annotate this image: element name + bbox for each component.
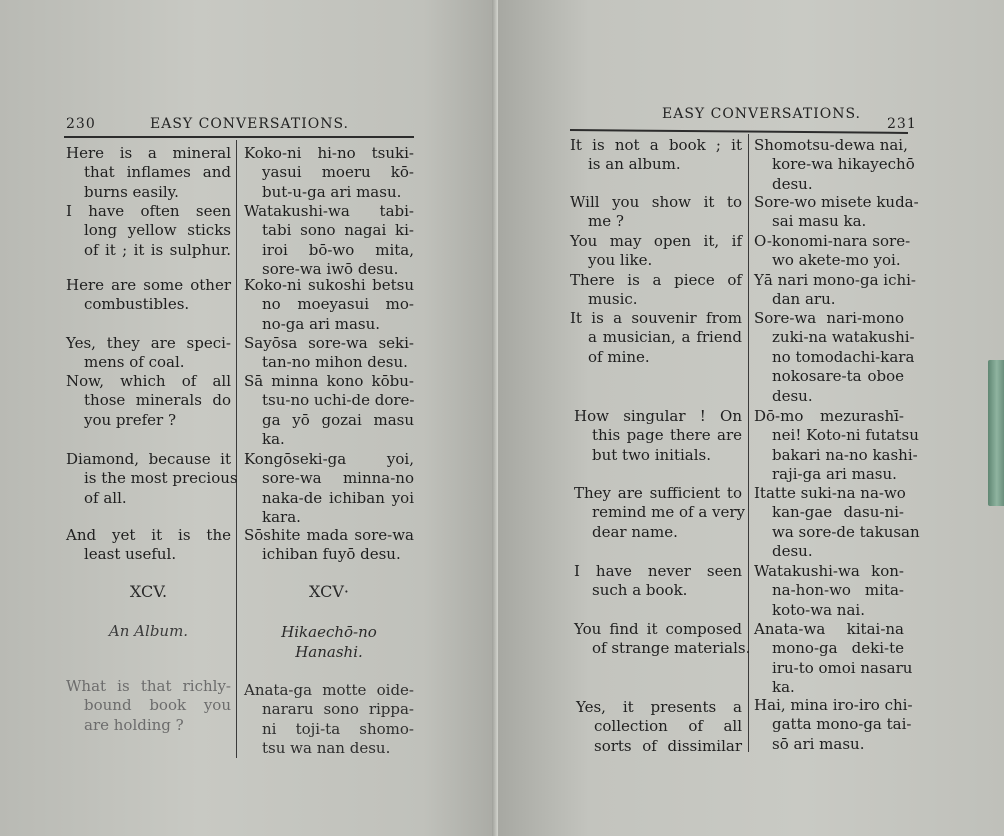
japanese-entry: Hai, mina iro-iro chi- gatta mono-ga tai- sō ari masu. [754,696,913,753]
english-entry: Now, which of all those minerals do you prefer ? [66,372,231,429]
column-divider [748,134,749,752]
japanese-entry: Koko-ni hi-no tsuki- yasui moeru kō- but-u-ga ari masu. [244,144,414,201]
english-entry: They are sufficient to remind me of a very dear name. [574,484,746,541]
column-divider [236,140,237,758]
english-entry: There is a piece of music. [570,271,742,309]
japanese-entry: Watakushi-wa kon- na-hon-wo mita- koto-wa nai. [754,562,904,619]
section-title: Hikaechō-no Hanashi. [281,623,377,661]
english-entry: What is that richly- bound book you are holding ? [66,677,231,734]
english-entry: I have often seen long yellow sticks of it ; it is sulphur. [66,202,231,259]
japanese-entry: O-konomi-nara sore- wo akete-mo yoi. [754,232,911,270]
bookmark-tab [988,360,1004,506]
japanese-entry: Yā nari mono-ga ichi- dan aru. [754,271,917,309]
section-title: An Album. [108,622,189,640]
japanese-entry: Kongōseki-ga yoi, sore-wa minna-no naka-de ichiban yoi kara. [244,450,414,527]
english-entry: You find it composed of strange materials. [574,620,751,658]
left-page [0,0,498,836]
section-number: XCV. [129,582,168,601]
japanese-entry: Koko-ni sukoshi betsu no moeyasui mo- no-ga ari masu. [244,276,414,333]
english-entry: Here is a mineral that inflames and burns easily. [66,144,231,201]
english-entry: I have never seen such a book. [574,562,742,600]
japanese-entry: Dō-mo mezurashī- nei! Koto-ni futatsu bakari na-no kashi- raji-ga ari masu. [754,407,919,484]
japanese-entry: Anata-wa kitai-na mono-ga deki-te iru-to omoi nasaru ka. [754,620,913,697]
english-entry: Yes, they are speci- mens of coal. [66,334,231,372]
english-entry: It is not a book ; it is an album. [570,136,742,174]
english-entry: You may open it, if you like. [570,232,742,270]
english-entry: Diamond, because it is the most precious of all. [66,450,238,507]
japanese-entry: Watakushi-wa tabi- tabi sono nagai ki- iroi bō-wo mita, sore-wa iwō desu. [244,202,414,279]
japanese-entry: Sore-wa nari-mono zuki-na watakushi- no tomodachi-kara nokosare-ta oboe desu. [754,309,915,405]
english-entry: Here are some other combustibles. [66,276,231,314]
page-number: 230 [66,116,96,132]
page-number: 231 [887,116,917,132]
running-head: EASY CONVERSATIONS. [662,106,861,122]
japanese-entry: Shomotsu-dewa nai, kore-wa hikayechō desu. [754,136,915,193]
english-entry: It is a souvenir from a musician, a friend of mine. [570,309,742,366]
english-entry: Yes, it presents a collection of all sorts of dissimilar [576,698,742,755]
japanese-entry: Anata-ga motte oide- nararu sono rippa- ni toji-ta shomo- tsu wa nan desu. [244,681,414,758]
english-entry: How singular ! On this page there are but two initials. [574,407,742,464]
english-entry: And yet it is the least useful. [66,526,231,564]
section-number: XCV· [309,582,349,601]
running-head: EASY CONVERSATIONS. [150,116,349,132]
header-rule [64,136,414,138]
japanese-entry: Itatte suki-na na-wo kan-gae dasu-ni- wa sore-de takusan desu. [754,484,920,561]
japanese-entry: Sore-wo misete kuda- sai masu ka. [754,193,919,231]
right-page [498,0,1004,836]
japanese-entry: Sayōsa sore-wa seki- tan-no mihon desu. [244,334,414,372]
japanese-entry: Sōshite mada sore-wa ichiban fuyō desu. [244,526,414,564]
english-entry: Will you show it to me ? [570,193,742,231]
header-rule [570,129,908,134]
japanese-entry: Sā minna kono kōbu- tsu-no uchi-de dore- ga yō gozai masu ka. [244,372,415,449]
